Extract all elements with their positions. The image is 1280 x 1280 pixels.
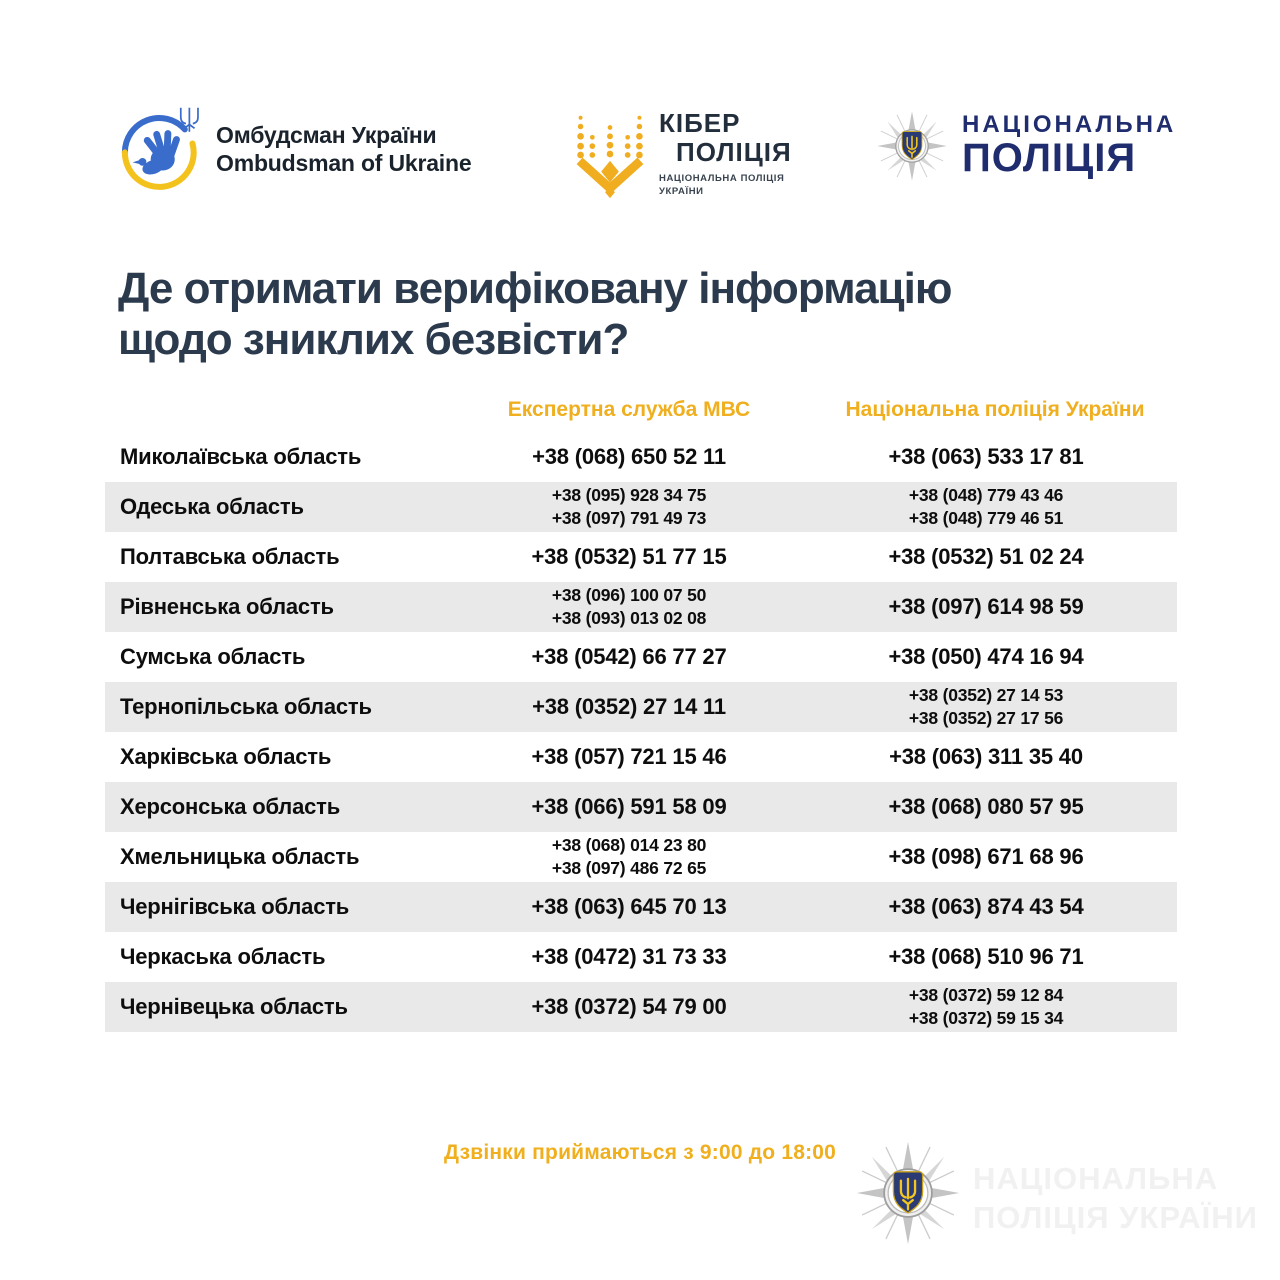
mvs-phone (445, 794, 813, 820)
page-title-line2: щодо зниклих безвісти? (118, 315, 629, 365)
phone-number: +38 (063) 874 43 54 (888, 894, 1084, 919)
cyber-subtitle-line1: НАЦІОНАЛЬНА ПОЛІЦІЯ (659, 172, 785, 184)
national-police-logo (876, 110, 1176, 182)
mvs-phone (445, 694, 813, 720)
police-phone (813, 684, 1177, 730)
mvs-phone (445, 744, 813, 770)
police-phone (813, 794, 1177, 820)
phone-number: +38 (0472) 31 73 33 (531, 944, 727, 969)
table-row (105, 682, 1177, 732)
table-row (105, 982, 1177, 1032)
cyber-title-line1: КІБЕР (659, 107, 741, 138)
police-star-badge-icon (855, 1140, 961, 1251)
mvs-phone (445, 484, 813, 530)
phone-number: +38 (068) 080 57 95 (888, 794, 1084, 819)
phone-number: +38 (0372) 59 12 84 (908, 984, 1064, 1005)
call-hours-note: Дзвінки приймаються з 9:00 до 18:00 (443, 1141, 837, 1164)
region-label: Полтавська область (120, 544, 340, 569)
cyber-subtitle-line2: УКРАЇНИ (659, 185, 704, 197)
ombudsman-name-en: Ombudsman of Ukraine (216, 150, 472, 176)
phone-number: +38 (057) 721 15 46 (531, 744, 727, 769)
table-row (105, 832, 1177, 882)
phone-number: +38 (0352) 27 14 11 (532, 694, 726, 719)
phone-number: +38 (048) 779 46 51 (908, 508, 1064, 528)
phone-number: +38 (063) 645 70 13 (531, 894, 727, 919)
mvs-phone (445, 894, 813, 920)
region-label: Рівненська область (120, 594, 334, 619)
police-watermark-text (973, 1160, 1258, 1238)
region-label: Черкаська область (120, 944, 326, 969)
police-phone (813, 544, 1177, 570)
mvs-phone (445, 584, 813, 630)
police-phone (813, 894, 1177, 920)
page-title (118, 263, 1098, 366)
phone-number: +38 (050) 474 16 94 (888, 644, 1084, 669)
police-title-line2: ПОЛІЦІЯ (962, 136, 1137, 180)
mvs-phone (445, 944, 813, 970)
table-row (105, 582, 1177, 632)
region-label: Тернопільська область (120, 694, 372, 719)
phone-number: +38 (093) 013 02 08 (551, 608, 707, 628)
ombudsman-logo (118, 103, 471, 195)
phone-number: +38 (066) 591 58 09 (531, 794, 727, 819)
phone-number: +38 (097) 614 98 59 (888, 594, 1084, 619)
phone-number: +38 (068) 650 52 11 (532, 444, 726, 469)
phone-number: +38 (063) 533 17 81 (888, 444, 1084, 469)
phone-number: +38 (0372) 54 79 00 (531, 994, 727, 1019)
region-label: Харківська область (120, 744, 332, 769)
ombudsman-name-uk: Омбудсман України (216, 121, 437, 148)
column-header-police: Національна поліція України (845, 398, 1145, 421)
police-phone (813, 594, 1177, 620)
police-title-line1: НАЦІОНАЛЬНА (962, 111, 1177, 138)
region-label: Херсонська область (120, 794, 341, 819)
phone-number: +38 (095) 928 34 75 (551, 484, 707, 505)
police-phone (813, 444, 1177, 470)
table-header-row (105, 388, 1177, 432)
phone-number: +38 (096) 100 07 50 (551, 584, 707, 605)
region-label: Одеська область (120, 494, 304, 519)
table-row (105, 732, 1177, 782)
police-phone (813, 984, 1177, 1030)
mvs-phone (445, 994, 813, 1020)
police-phone (813, 644, 1177, 670)
dotted-trident-icon (573, 102, 647, 204)
phone-number: +38 (068) 510 96 71 (888, 944, 1084, 969)
region-label: Миколаївська область (120, 444, 362, 469)
phone-number: +38 (063) 311 35 40 (889, 744, 1083, 769)
contacts-table (105, 388, 1177, 1032)
hand-with-dove-circle-icon (118, 103, 204, 195)
watermark-line2: ПОЛІЦІЯ УКРАЇНИ (973, 1199, 1258, 1235)
region-label: Чернігівська область (120, 894, 350, 919)
watermark-line1: НАЦІОНАЛЬНА (973, 1161, 1219, 1196)
mvs-phone (445, 544, 813, 570)
mvs-phone (445, 644, 813, 670)
phone-number: +38 (0352) 27 17 56 (908, 708, 1064, 728)
phone-number: +38 (0532) 51 77 15 (531, 544, 727, 569)
phone-number: +38 (0542) 66 77 27 (531, 644, 727, 669)
table-row (105, 532, 1177, 582)
police-phone (813, 744, 1177, 770)
region-label: Сумська область (120, 644, 306, 669)
phone-number: +38 (0372) 59 15 34 (908, 1008, 1064, 1028)
mvs-phone (445, 834, 813, 880)
phone-number: +38 (0532) 51 02 24 (888, 544, 1084, 569)
page-title-line1: Де отримати верифіковану інформацію (118, 264, 952, 313)
police-phone (813, 844, 1177, 870)
police-phone (813, 944, 1177, 970)
phone-number: +38 (048) 779 43 46 (908, 484, 1064, 505)
phone-number: +38 (0352) 27 14 53 (908, 684, 1064, 705)
region-label: Хмельницька область (120, 844, 360, 869)
table-body (105, 432, 1177, 1032)
phone-number: +38 (068) 014 23 80 (551, 834, 707, 855)
cyberpolice-logo (573, 102, 792, 204)
table-row (105, 882, 1177, 932)
table-row (105, 782, 1177, 832)
police-star-badge-icon (876, 110, 948, 182)
phone-number: +38 (098) 671 68 96 (888, 844, 1084, 869)
police-phone (813, 484, 1177, 530)
table-row (105, 632, 1177, 682)
table-row (105, 932, 1177, 982)
phone-number: +38 (097) 486 72 65 (551, 858, 707, 878)
table-row (105, 482, 1177, 532)
mvs-phone (445, 444, 813, 470)
region-label: Чернівецька область (120, 994, 348, 1019)
phone-number: +38 (097) 791 49 73 (551, 508, 707, 528)
table-row (105, 432, 1177, 482)
cyber-title-line2: ПОЛІЦІЯ (676, 136, 792, 167)
column-header-mvs: Експертна служба МВС (507, 398, 751, 421)
